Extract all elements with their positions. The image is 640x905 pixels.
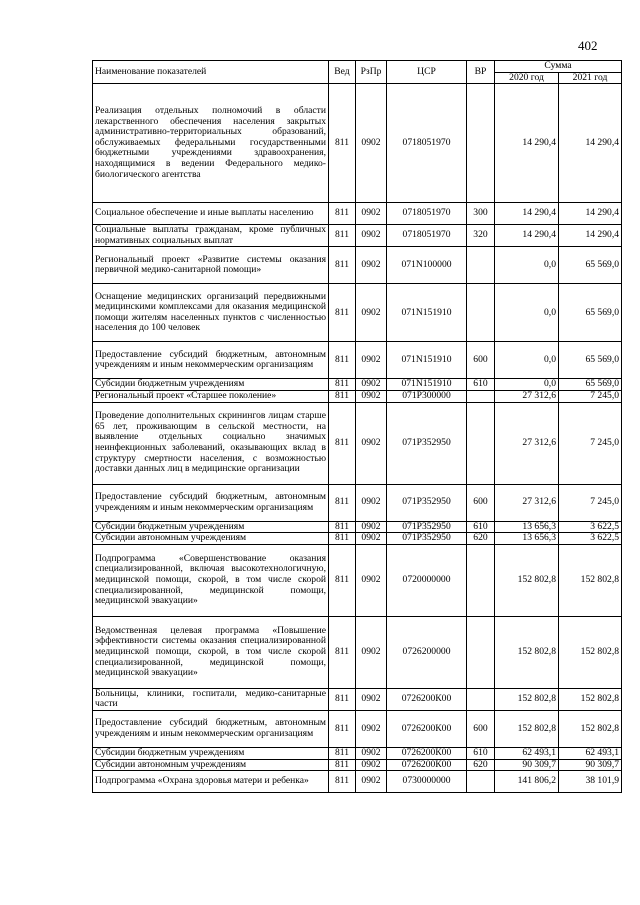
table-row: [93, 533, 622, 545]
row-name: Ведомственная целевая программа «Повышение эффективности системы оказания специализированной медицинской помощи, скорой, в том числе скорой специализированной, медицинской помощи, медицинской эвакуации»: [93, 616, 329, 688]
row-sum-2021: 7 245,0: [559, 390, 622, 402]
row-vr: [467, 247, 495, 284]
row-ved: 811: [329, 533, 356, 545]
table-row: [93, 247, 622, 284]
row-name: Подпрограмма «Совершенствование оказания специализированной, включая высокотехнологичную, медицинской помощи, скорой, в том числе скорой специализированной, медицинской помощи, медицинской эвакуации»: [93, 544, 329, 616]
row-sum-2020: 0,0: [495, 379, 559, 391]
row-rzpr: 0902: [356, 759, 387, 771]
row-name: Субсидии бюджетным учреждениям: [93, 521, 329, 533]
row-ved: 811: [329, 710, 356, 747]
budget-table: [92, 60, 622, 793]
row-name: Предоставление субсидий бюджетным, автономным учреждениям и иным некоммерческим организациям: [93, 342, 329, 379]
row-csr: 071N100000: [387, 247, 467, 284]
row-ved: 811: [329, 484, 356, 521]
row-sum-2020: 14 290,4: [495, 203, 559, 225]
row-ved: 811: [329, 379, 356, 391]
table-row: [93, 379, 622, 391]
row-sum-2021: 14 290,4: [559, 203, 622, 225]
row-csr: 0720000000: [387, 544, 467, 616]
row-name: Предоставление субсидий бюджетным, автономным учреждениям и иным некоммерческим организациям: [93, 710, 329, 747]
row-rzpr: 0902: [356, 521, 387, 533]
row-rzpr: 0902: [356, 247, 387, 284]
row-rzpr: 0902: [356, 284, 387, 342]
row-vr: 610: [467, 521, 495, 533]
row-rzpr: 0902: [356, 379, 387, 391]
row-sum-2020: 152 802,8: [495, 710, 559, 747]
row-ved: 811: [329, 688, 356, 710]
row-csr: 0726200000: [387, 616, 467, 688]
row-sum-2021: 3 622,5: [559, 521, 622, 533]
row-sum-2021: 65 569,0: [559, 284, 622, 342]
row-ved: 811: [329, 521, 356, 533]
row-vr: [467, 616, 495, 688]
row-name: Региональный проект «Развитие системы оказания первичной медико-санитарной помощи»: [93, 247, 329, 284]
header-vr: ВР: [467, 61, 495, 84]
page-number: 402: [578, 38, 598, 53]
row-rzpr: 0902: [356, 710, 387, 747]
row-sum-2020: 14 290,4: [495, 225, 559, 247]
row-name: Проведение дополнительных скринингов лицам старше 65 лет, проживающим в сельской местности, на выявление отдельных социально значимых неинфекционных заболеваний, оказывающих вклад в структуру смертности населения, с возможностью доставки данных лиц в медицинские организации: [93, 402, 329, 484]
row-csr: 071N151910: [387, 379, 467, 391]
header-2021: 2021 год: [559, 72, 622, 84]
row-name: Оснащение медицинских организаций передвижными медицинскими комплексами для оказания медицинской помощи жителям населенных пунктов с численностью населения до 100 человек: [93, 284, 329, 342]
row-sum-2021: 65 569,0: [559, 247, 622, 284]
row-sum-2020: 13 656,3: [495, 521, 559, 533]
row-vr: [467, 402, 495, 484]
row-sum-2021: 65 569,0: [559, 342, 622, 379]
row-sum-2020: 13 656,3: [495, 533, 559, 545]
row-csr: 071P352950: [387, 402, 467, 484]
row-sum-2021: 152 802,8: [559, 544, 622, 616]
row-ved: 811: [329, 402, 356, 484]
row-name: Субсидии автономным учреждениям: [93, 533, 329, 545]
row-sum-2021: 14 290,4: [559, 84, 622, 203]
row-sum-2021: 62 493,1: [559, 747, 622, 759]
row-csr: 0718051970: [387, 203, 467, 225]
row-csr: 071P300000: [387, 390, 467, 402]
row-sum-2020: 152 802,8: [495, 688, 559, 710]
row-name: Региональный проект «Старшее поколение»: [93, 390, 329, 402]
row-rzpr: 0902: [356, 203, 387, 225]
row-vr: [467, 544, 495, 616]
table-row: [93, 747, 622, 759]
row-sum-2020: 90 309,7: [495, 759, 559, 771]
row-csr: 0726200К00: [387, 759, 467, 771]
row-vr: 600: [467, 342, 495, 379]
row-sum-2021: 152 802,8: [559, 688, 622, 710]
row-ved: 811: [329, 203, 356, 225]
row-rzpr: 0902: [356, 747, 387, 759]
row-ved: 811: [329, 247, 356, 284]
row-sum-2021: 152 802,8: [559, 710, 622, 747]
row-sum-2021: 65 569,0: [559, 379, 622, 391]
row-name: Реализация отдельных полномочий в области лекарственного обеспечения населения закрытых административно-территориальных образований, обслуживаемых федеральными государственными бюджетными учреждениями здравоохранения, находящимися в ведении Федерального медико-биологического агентства: [93, 84, 329, 203]
row-name: Субсидии бюджетным учреждениям: [93, 379, 329, 391]
row-csr: 0718051970: [387, 84, 467, 203]
row-sum-2020: 141 806,2: [495, 771, 559, 793]
table-row: [93, 225, 622, 247]
row-sum-2021: 14 290,4: [559, 225, 622, 247]
row-name: Субсидии бюджетным учреждениям: [93, 747, 329, 759]
row-ved: 811: [329, 84, 356, 203]
row-vr: 620: [467, 759, 495, 771]
row-rzpr: 0902: [356, 402, 387, 484]
row-rzpr: 0902: [356, 544, 387, 616]
table-row: [93, 710, 622, 747]
table-row: [93, 402, 622, 484]
row-ved: 811: [329, 616, 356, 688]
row-csr: 071N151910: [387, 284, 467, 342]
row-sum-2020: 152 802,8: [495, 616, 559, 688]
row-sum-2021: 90 309,7: [559, 759, 622, 771]
row-sum-2021: 7 245,0: [559, 484, 622, 521]
row-sum-2021: 3 622,5: [559, 533, 622, 545]
row-sum-2020: 14 290,4: [495, 84, 559, 203]
table-row: [93, 521, 622, 533]
row-csr: 071P352950: [387, 484, 467, 521]
row-csr: 0730000000: [387, 771, 467, 793]
table-row: [93, 484, 622, 521]
row-vr: 620: [467, 533, 495, 545]
row-vr: [467, 771, 495, 793]
row-rzpr: 0902: [356, 225, 387, 247]
row-ved: 811: [329, 342, 356, 379]
row-csr: 0726200К00: [387, 688, 467, 710]
row-ved: 811: [329, 390, 356, 402]
header-name: Наименование показателей: [93, 61, 329, 84]
row-sum-2020: 62 493,1: [495, 747, 559, 759]
row-name: Социальные выплаты гражданам, кроме публичных нормативных социальных выплат: [93, 225, 329, 247]
table-row: [93, 544, 622, 616]
header-rzpr: РзПр: [356, 61, 387, 84]
row-vr: [467, 284, 495, 342]
row-csr: 071P352950: [387, 521, 467, 533]
header-sum: Сумма: [495, 61, 622, 73]
table-row: [93, 84, 622, 203]
row-rzpr: 0902: [356, 616, 387, 688]
row-sum-2020: 0,0: [495, 247, 559, 284]
row-ved: 811: [329, 771, 356, 793]
table-row: [93, 390, 622, 402]
row-sum-2020: 27 312,6: [495, 402, 559, 484]
table-row: [93, 688, 622, 710]
row-vr: 300: [467, 203, 495, 225]
header-2020: 2020 год: [495, 72, 559, 84]
row-name: Субсидии автономным учреждениям: [93, 759, 329, 771]
row-sum-2020: 27 312,6: [495, 390, 559, 402]
row-ved: 811: [329, 284, 356, 342]
row-ved: 811: [329, 747, 356, 759]
row-name: Больницы, клиники, госпитали, медико-санитарные части: [93, 688, 329, 710]
row-csr: 071N151910: [387, 342, 467, 379]
row-ved: 811: [329, 225, 356, 247]
row-vr: 610: [467, 379, 495, 391]
row-rzpr: 0902: [356, 533, 387, 545]
row-sum-2020: 0,0: [495, 342, 559, 379]
table-row: [93, 616, 622, 688]
table-row: [93, 284, 622, 342]
row-sum-2021: 152 802,8: [559, 616, 622, 688]
table-row: [93, 342, 622, 379]
row-csr: 0718051970: [387, 225, 467, 247]
row-csr: 0726200К00: [387, 710, 467, 747]
row-vr: 320: [467, 225, 495, 247]
row-rzpr: 0902: [356, 688, 387, 710]
row-rzpr: 0902: [356, 771, 387, 793]
table-row: [93, 759, 622, 771]
row-vr: [467, 390, 495, 402]
row-vr: 600: [467, 710, 495, 747]
row-ved: 811: [329, 759, 356, 771]
row-name: Подпрограмма «Охрана здоровья матери и ребенка»: [93, 771, 329, 793]
table-row: [93, 203, 622, 225]
header-csr: ЦСР: [387, 61, 467, 84]
row-vr: 610: [467, 747, 495, 759]
row-sum-2021: 7 245,0: [559, 402, 622, 484]
row-rzpr: 0902: [356, 342, 387, 379]
row-ved: 811: [329, 544, 356, 616]
row-csr: 071P352950: [387, 533, 467, 545]
row-vr: 600: [467, 484, 495, 521]
row-sum-2020: 0,0: [495, 284, 559, 342]
header-ved: Вед: [329, 61, 356, 84]
row-rzpr: 0902: [356, 84, 387, 203]
row-csr: 0726200К00: [387, 747, 467, 759]
row-name: Социальное обеспечение и иные выплаты населению: [93, 203, 329, 225]
row-vr: [467, 84, 495, 203]
row-name: Предоставление субсидий бюджетным, автономным учреждениям и иным некоммерческим организациям: [93, 484, 329, 521]
row-sum-2021: 38 101,9: [559, 771, 622, 793]
row-rzpr: 0902: [356, 390, 387, 402]
row-sum-2020: 27 312,6: [495, 484, 559, 521]
row-rzpr: 0902: [356, 484, 387, 521]
row-sum-2020: 152 802,8: [495, 544, 559, 616]
table-row: [93, 771, 622, 793]
row-vr: [467, 688, 495, 710]
